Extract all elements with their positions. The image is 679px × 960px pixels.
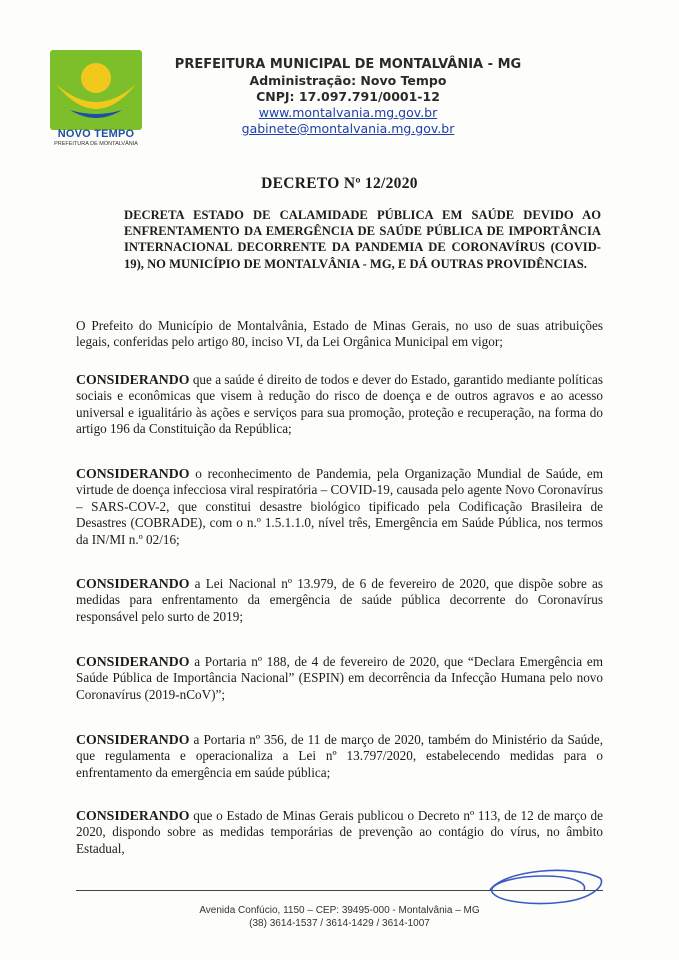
preamble: O Prefeito do Município de Montalvânia, Estado de Minas Gerais, no uso de suas atribuições legais, conferidas pelo artigo 80, inciso VI, da Lei Orgânica Municipal em vigor; — [76, 318, 603, 350]
footer-phones: (38) 3614-1537 / 3614-1429 / 3614-1007 — [249, 918, 430, 929]
logo-subtitle: PREFEITURA DE MONTALVÂNIA — [54, 141, 138, 147]
considerando-paragraph — [76, 466, 603, 548]
considerando-paragraph — [76, 732, 603, 781]
considerando-label: CONSIDERANDO — [76, 808, 190, 823]
considerando-paragraph — [76, 654, 603, 703]
considerando-label: CONSIDERANDO — [76, 466, 190, 481]
decree-title: DECRETO Nº 12/2020 — [261, 175, 418, 192]
considerando-label: CONSIDERANDO — [76, 576, 190, 591]
administration: Administração: Novo Tempo — [249, 73, 447, 88]
website-link[interactable]: www.montalvania.mg.gov.br — [258, 105, 438, 120]
considerando-label: CONSIDERANDO — [76, 732, 190, 747]
org-name: PREFEITURA MUNICIPAL DE MONTALVÂNIA - MG — [174, 57, 522, 72]
footer-address: Avenida Confúcio, 1150 – CEP: 39495-000 - Montalvânia – MG — [199, 905, 480, 916]
cnpj: CNPJ: 17.097.791/0001-12 — [256, 89, 440, 104]
email-link[interactable]: gabinete@montalvania.mg.gov.br — [241, 121, 455, 136]
paragraph-text: que a saúde é direito de todos e dever do Estado, garantido mediante políticas sociais e econômicas que visem à redução do risco de doença e de outros agravos e ao acesso universal e igualitário às ações e serviços para sua promoção, proteção e recuperação, na forma do artigo 196 da Constituição da República; — [76, 372, 603, 437]
considerando-paragraph — [76, 808, 603, 857]
considerando-label: CONSIDERANDO — [76, 654, 190, 669]
decree-ementa: DECRETA ESTADO DE CALAMIDADE PÚBLICA EM SAÚDE DEVIDO AO ENFRENTAMENTO DA EMERGÊNCIA DE SAÚDE PÚBLICA DE IMPORTÂNCIA INTERNACIONAL DECORRENTE DA PANDEMIA DE CORONAVÍRUS (COVID-19), NO MUNICÍPIO DE MONTALVÂNIA - MG, E DÁ OUTRAS PROVIDÊNCIAS. — [124, 208, 601, 271]
considerando-paragraph — [76, 372, 603, 438]
logo-title: NOVO TEMPO — [57, 128, 135, 140]
paragraph-text: o reconhecimento de Pandemia, pela Organização Mundial de Saúde, em virtude de doença infecciosa viral respiratória – COVID-19, causada pelo agente Novo Coronavírus – SARS-COV-2, que constitui desastre biológico tipificado pela Codificação Brasileira de Desastres (COBRADE), com o n.º 1.5.1.1.0, nível três, Emergência em Saúde Pública, nos termos da IN/MI n.º 02/16; — [76, 466, 603, 547]
paragraph-text: a Lei Nacional nº 13.979, de 6 de fevereiro de 2020, que dispõe sobre as medidas para enfrentamento da emergência de saúde pública decorrente do Coronavírus responsável pelo surto de 2019; — [76, 576, 603, 624]
footer-address-block — [0, 904, 679, 930]
considerando-label: CONSIDERANDO — [76, 372, 190, 387]
paragraph-text: que o Estado de Minas Gerais publicou o Decreto nº 113, de 12 de março de 2020, dispondo sobre as medidas temporárias de prevenção ao contágio do vírus, no âmbito Estadual, — [76, 808, 603, 856]
paragraph-text: a Portaria nº 356, de 11 de março de 2020, também do Ministério da Saúde, que regulamenta e operacionaliza a Lei nº 13.797/2020, estabelecendo medidas para o enfrentamento da emergência em saúde pública; — [76, 732, 603, 780]
considerando-paragraph — [76, 576, 603, 625]
paragraph-text: a Portaria nº 188, de 4 de fevereiro de 2020, que “Declara Emergência em Saúde Pública de Importância Nacional” (ESPIN) em decorrência da Infecção Humana pelo novo Coronavírus (2019-nCoV)”; — [76, 654, 603, 702]
letterhead — [168, 56, 528, 137]
